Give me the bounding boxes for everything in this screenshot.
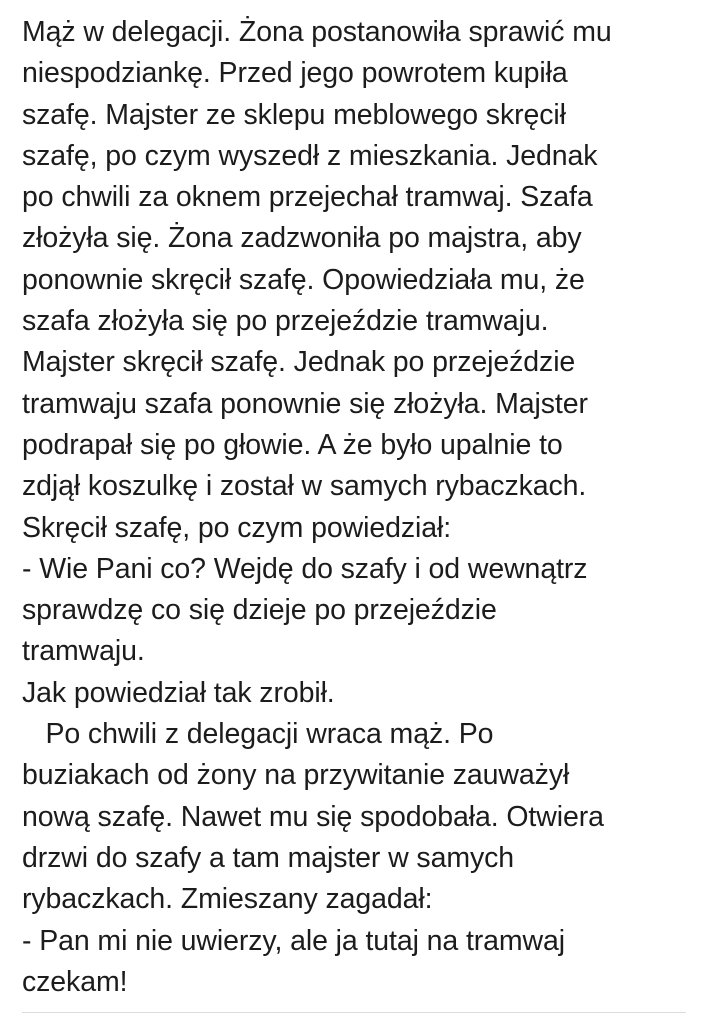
post-line: tramwaju szafa ponownie się złożyła. Majster [22, 387, 588, 420]
post-line: Majster skręcił szafę. Jednak po przejeździe [22, 346, 576, 379]
post-line: nową szafę. Nawet mu się spodobała. Otwiera [22, 800, 604, 833]
post-line: drzwi do szafy a tam majster w samych [22, 841, 515, 874]
post-line: Skręcił szafę, po czym powiedział: [22, 511, 452, 544]
post-line: niespodziankę. Przed jego powrotem kupiła [22, 57, 568, 90]
post-line: zdjął koszulkę i został w samych rybaczkach. [22, 470, 587, 503]
post-line: - Wie Pani co? Wejdę do szafy i od wewnątrz [22, 552, 588, 585]
post-line: ponownie skręcił szafę. Opowiedziała mu, że [22, 263, 585, 296]
post-line: tramwaju. [22, 635, 145, 668]
post-line: Po chwili z delegacji wraca mąż. Po [22, 718, 494, 751]
post-line: - Pan mi nie uwierzy, ale ja tutaj na tramwaj [22, 924, 566, 957]
post-line: sprawdzę co się dzieje po przejeździe [22, 594, 497, 627]
post-line: czekam! [22, 965, 128, 998]
post-line: szafa złożyła się po przejeździe tramwaju. [22, 305, 549, 338]
post-line: szafę. Majster ze sklepu meblowego skręcił [22, 98, 566, 131]
post-line: szafę, po czym wyszedł z mieszkania. Jednak [22, 139, 598, 172]
post-divider [22, 1012, 686, 1013]
post-line: Mąż w delegacji. Żona postanowiła sprawić mu [22, 16, 612, 48]
post-line: złożyła się. Żona zadzwoniła po majstra, aby [22, 222, 582, 255]
post-line: Jak powiedział tak zrobił. [22, 676, 335, 709]
post-text [22, 12, 702, 1003]
post-line: po chwili za oknem przejechał tramwaj. Szafa [22, 181, 593, 214]
post-line: rybaczkach. Zmieszany zagadał: [22, 883, 433, 916]
post-line: buziakach od żony na przywitanie zauważył [22, 759, 570, 792]
post-line: podrapał się po głowie. A że było upalnie to [22, 428, 563, 461]
